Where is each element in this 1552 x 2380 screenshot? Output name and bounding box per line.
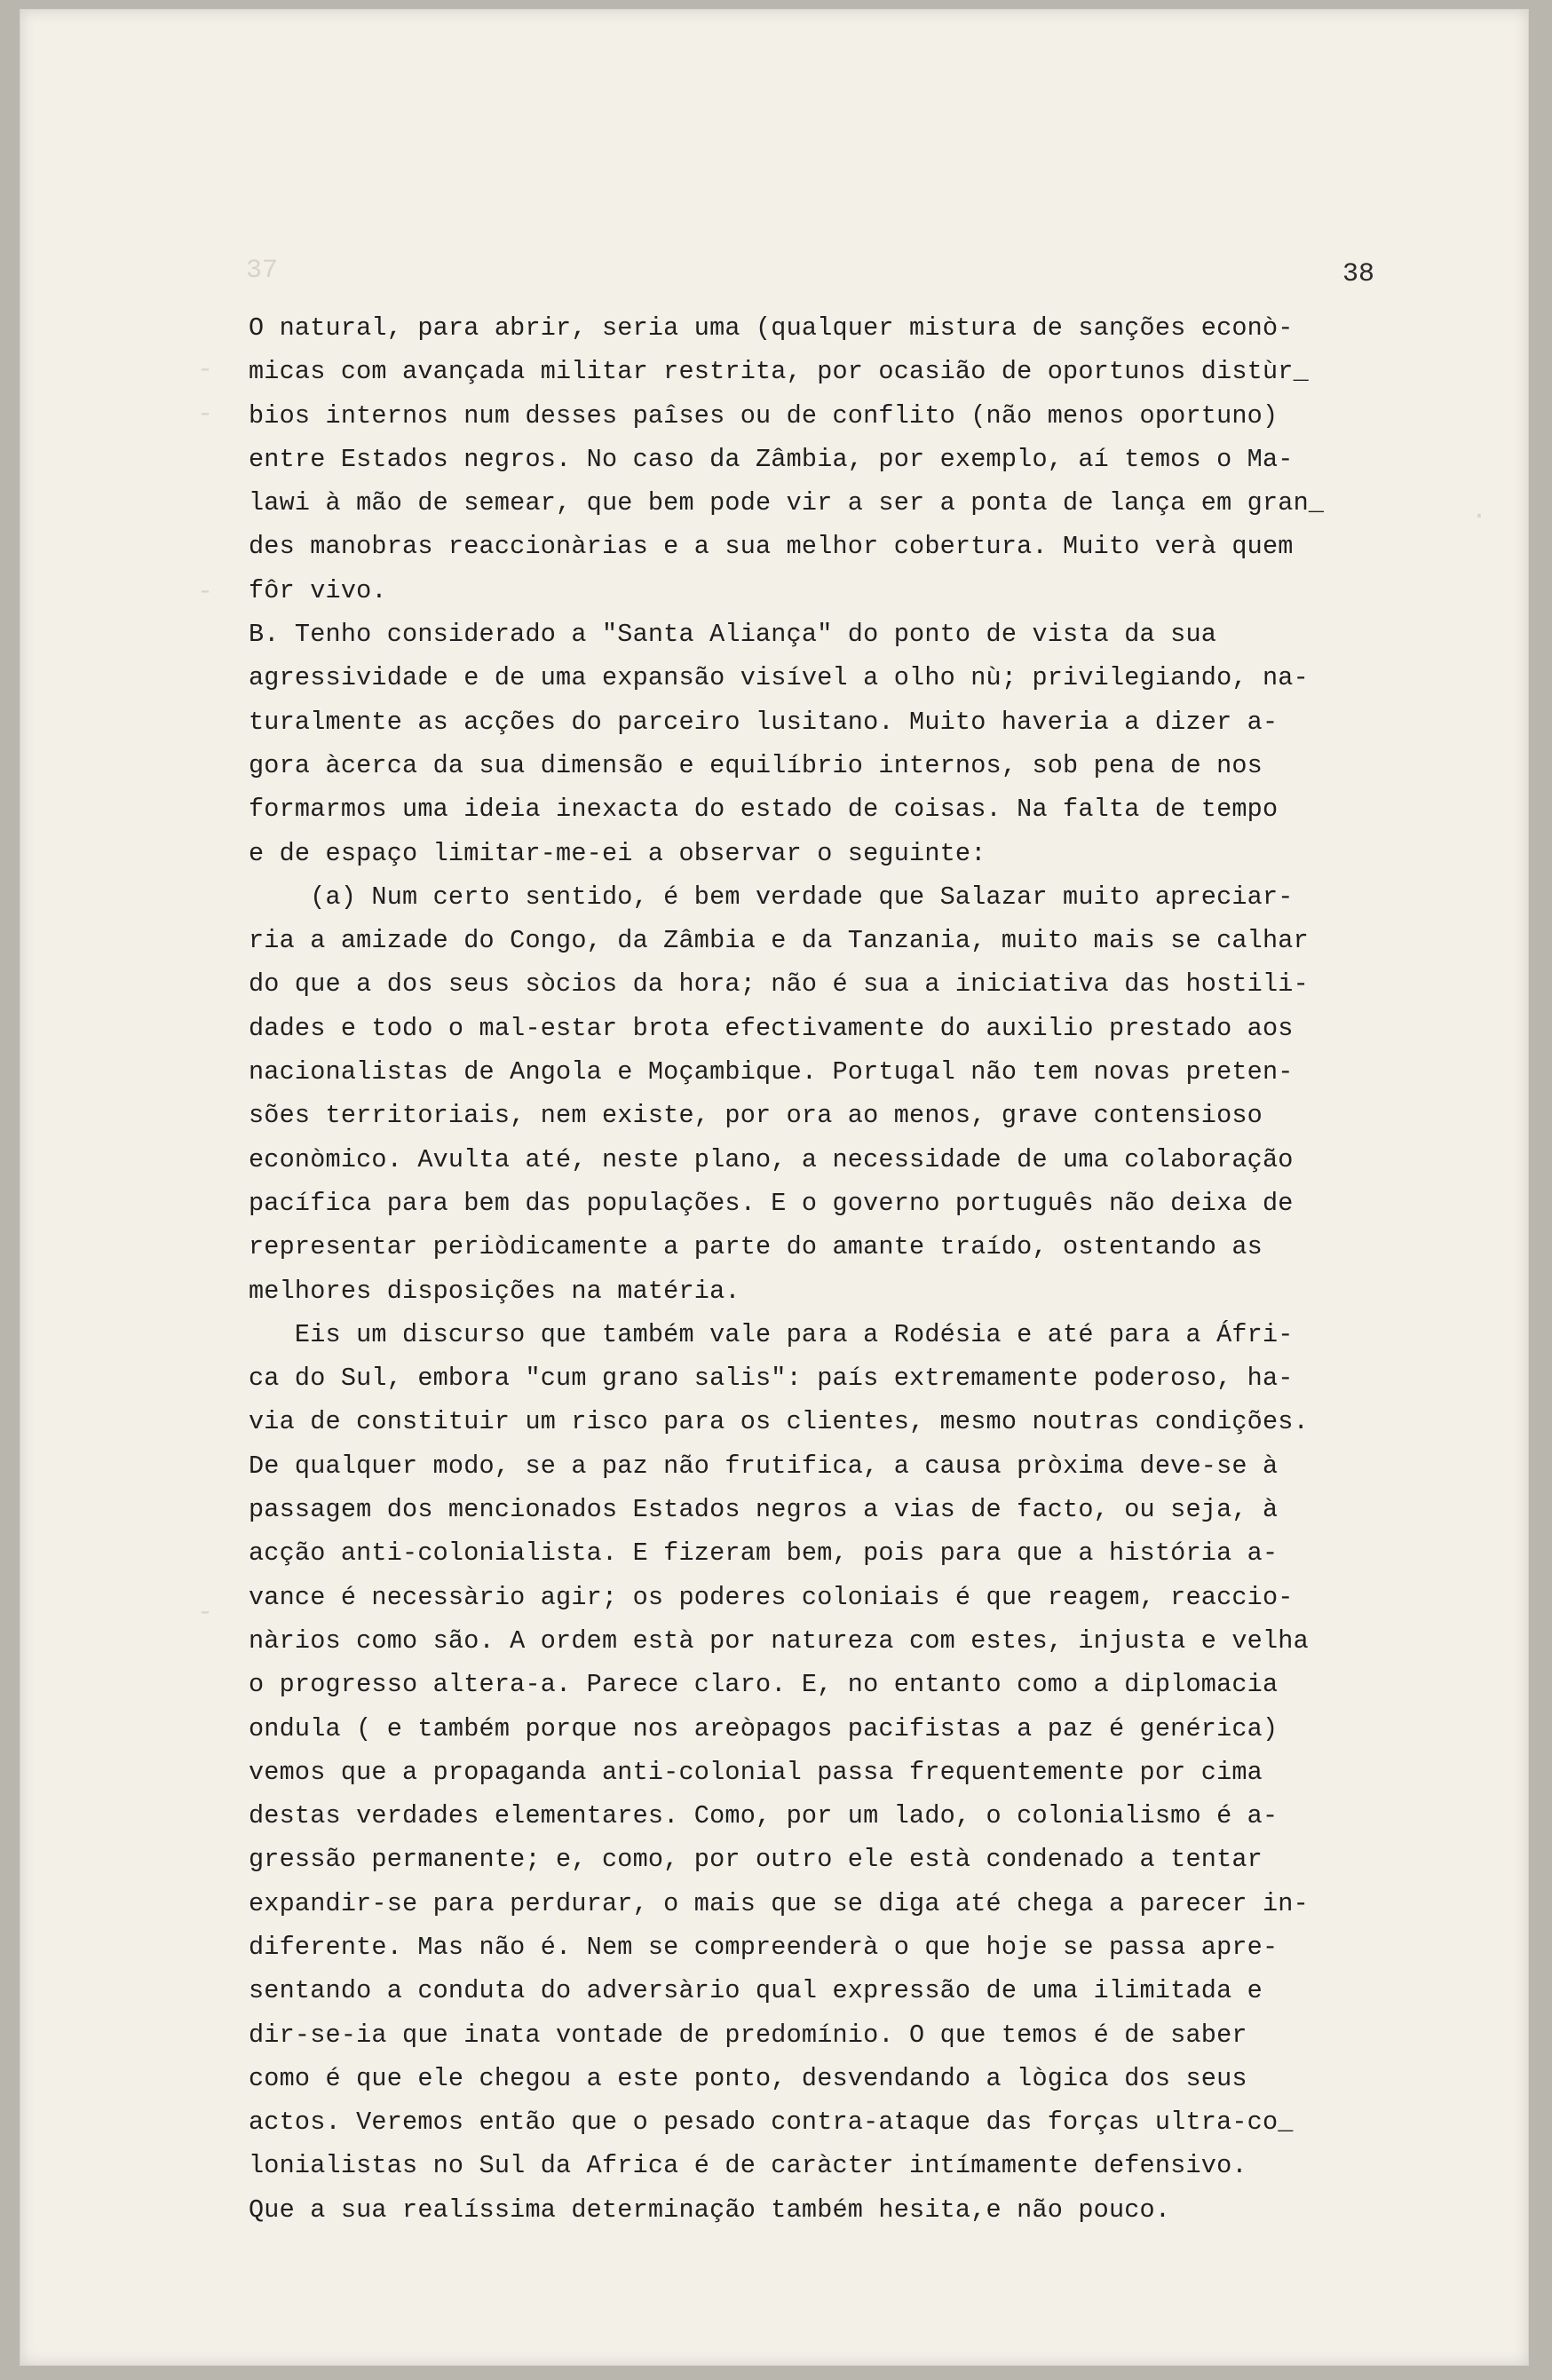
- text-line: sões territoriais, nem existe, por ora ao menos, grave contensioso: [249, 1101, 1263, 1131]
- bleed-through-mark: -: [197, 399, 214, 430]
- text-line: lonialistas no Sul da Africa é de caràcter intímamente defensivo.: [249, 2151, 1247, 2181]
- text-line: expandir-se para perdurar, o mais que se diga até chega a parecer in-: [249, 1888, 1309, 1918]
- text-line: ondula ( e também porque nos areòpagos pacifistas a paz é genérica): [249, 1713, 1279, 1743]
- text-line: pacífica para bem das populações. E o governo português não deixa de: [249, 1188, 1294, 1218]
- text-line: (a) Num certo sentido, é bem verdade que Salazar muito apreciar-: [249, 882, 1294, 912]
- faded-page-number: 37: [246, 256, 279, 286]
- bleed-through-mark: -: [197, 577, 214, 607]
- text-line: O natural, para abrir, seria uma (qualquer mistura de sanções econò-: [249, 313, 1294, 343]
- page-number: 38: [1342, 259, 1375, 289]
- text-line: Eis um discurso que também vale para a Rodésia e até para a Áfri-: [249, 1319, 1294, 1349]
- body-text: [249, 306, 1403, 2232]
- text-line: diferente. Mas não é. Nem se compreenderà o que hoje se passa apre-: [249, 1932, 1279, 1962]
- text-line: formarmos uma ideia inexacta do estado de coisas. Na falta de tempo: [249, 795, 1279, 825]
- text-line: sentando a conduta do adversàrio qual expressão de uma ilimitada e: [249, 1976, 1263, 2006]
- text-line: dades e todo o mal-estar brota efectivamente do auxilio prestado aos: [249, 1013, 1294, 1043]
- text-line: fôr vivo.: [249, 575, 387, 605]
- text-line: micas com avançada militar restrita, por ocasião de oportunos distùr_: [249, 357, 1309, 387]
- text-line: vance é necessàrio agir; os poderes coloniais é que reagem, reaccio-: [249, 1582, 1294, 1612]
- text-line: como é que ele chegou a este ponto, desvendando a lògica dos seus: [249, 2063, 1247, 2093]
- text-line: destas verdades elementares. Como, por um lado, o colonialismo é a-: [249, 1801, 1279, 1831]
- text-line: dir-se-ia que inata vontade de predomínio. O que temos é de saber: [249, 2020, 1247, 2050]
- text-line: ca do Sul, embora "cum grano salis": país extremamente poderoso, ha-: [249, 1364, 1294, 1394]
- text-line: Que a sua realíssima determinação também hesita,e não pouco.: [249, 2194, 1171, 2225]
- text-line: do que a dos seus sòcios da hora; não é sua a iniciativa das hostili-: [249, 969, 1309, 1000]
- text-line: ria a amizade do Congo, da Zâmbia e da Tanzania, muito mais se calhar: [249, 926, 1309, 956]
- bleed-through-mark: -: [197, 355, 214, 385]
- text-line: nàrios como são. A ordem està por natureza com estes, injusta e velha: [249, 1625, 1309, 1656]
- text-line: agressividade e de uma expansão visível a olho nù; privilegiando, na-: [249, 663, 1309, 693]
- text-line: e de espaço limitar-me-ei a observar o seguinte:: [249, 838, 986, 868]
- text-line: turalmente as acções do parceiro lusitano. Muito haveria a dizer a-: [249, 707, 1279, 737]
- text-line: o progresso altera-a. Parece claro. E, no entanto como a diplomacia: [249, 1670, 1279, 1700]
- text-line: gressão permanente; e, como, por outro ele està condenado a tentar: [249, 1845, 1263, 1875]
- text-line: lawi à mão de semear, que bem pode vir a ser a ponta de lança em gran_: [249, 488, 1325, 518]
- document-page: [20, 9, 1529, 2366]
- text-line: representar periòdicamente a parte do amante traído, ostentando as: [249, 1232, 1263, 1262]
- text-line: De qualquer modo, se a paz não frutifica, a causa pròxima deve-se à: [249, 1451, 1279, 1481]
- bleed-through-mark: -: [197, 1598, 214, 1628]
- text-line: bios internos num desses paîses ou de conflito (não menos oportuno): [249, 400, 1279, 431]
- text-line: econòmico. Avulta até, neste plano, a necessidade de uma colaboração: [249, 1144, 1294, 1174]
- text-line: gora àcerca da sua dimensão e equilíbrio internos, sob pena de nos: [249, 750, 1263, 780]
- text-line: vemos que a propaganda anti-colonial passa frequentemente por cima: [249, 1757, 1263, 1787]
- bleed-through-mark: ·: [1471, 502, 1488, 532]
- text-line: via de constituir um risco para os clientes, mesmo noutras condições.: [249, 1407, 1309, 1437]
- text-line: acção anti-colonialista. E fizeram bem, pois para que a história a-: [249, 1538, 1279, 1569]
- text-line: nacionalistas de Angola e Moçambique. Portugal não tem novas preten-: [249, 1057, 1294, 1087]
- text-line: actos. Veremos então que o pesado contra-ataque das forças ultra-co_: [249, 2107, 1294, 2138]
- text-line: melhores disposições na matéria.: [249, 1276, 740, 1306]
- text-line: passagem dos mencionados Estados negros a vias de facto, ou seja, à: [249, 1495, 1279, 1525]
- text-line: entre Estados negros. No caso da Zâmbia, por exemplo, aí temos o Ma-: [249, 444, 1294, 474]
- text-line: des manobras reaccionàrias e a sua melhor cobertura. Muito verà quem: [249, 532, 1294, 562]
- text-line: B. Tenho considerado a "Santa Aliança" do ponto de vista da sua: [249, 620, 1217, 650]
